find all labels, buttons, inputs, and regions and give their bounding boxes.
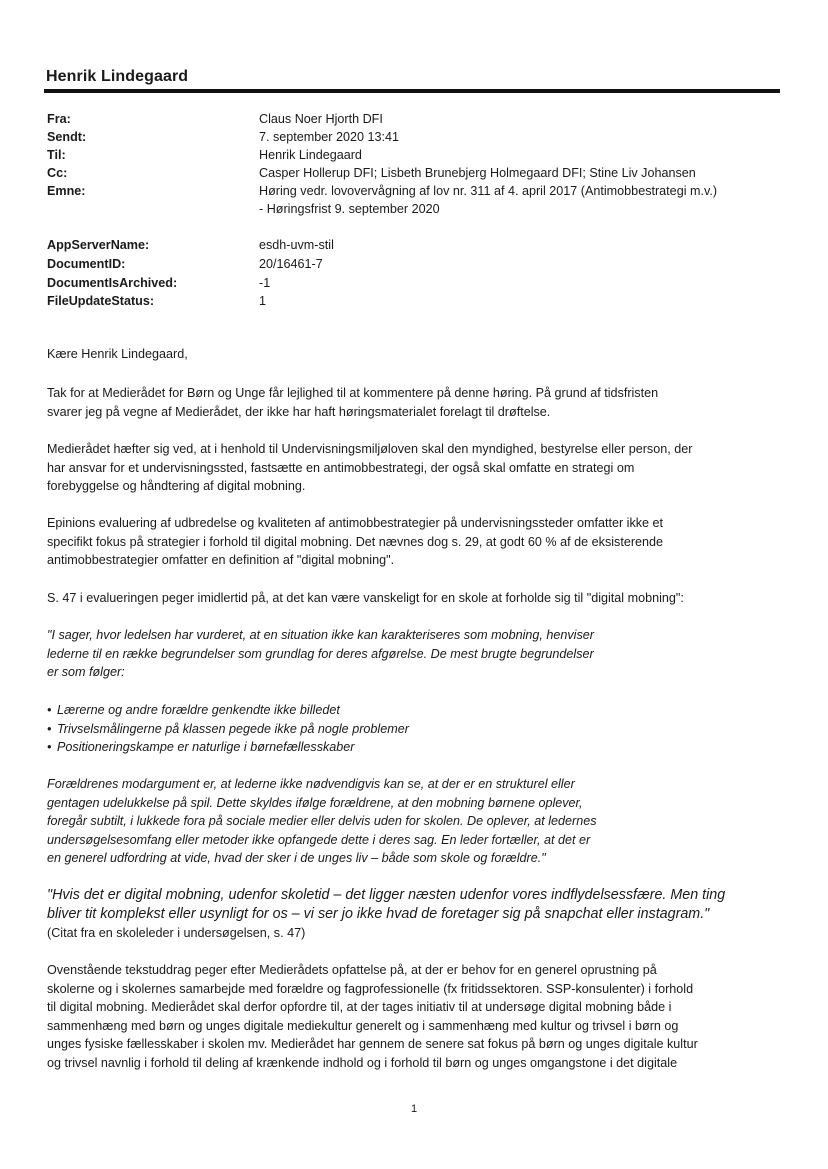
header-value-to: Henrik Lindegaard: [259, 148, 362, 162]
paragraph-line: sammenhæng med børn og unges digitale mediekultur generelt og i sammenhæng med kultur og trivsel i børn og: [47, 1018, 679, 1033]
paragraph-4: S. 47 i evalueringen peger imidlertid på, at det kan være vanskeligt for en skole at forholde sig til "digital mobning":: [47, 591, 684, 605]
paragraph-line: forebyggelse og håndtering af digital mobning.: [47, 479, 306, 493]
bullet-icon: •: [47, 740, 52, 754]
bullet-icon: •: [47, 703, 52, 717]
list-item: • Positioneringskampe er naturlige i børnefællesskaber: [47, 738, 783, 757]
header-label-cc: Cc:: [47, 166, 68, 180]
paragraph-line: har ansvar for et undervisningssted, fastsætte en antimobbestrategi, der også skal omfatte en strategi om: [47, 460, 635, 475]
salutation: Kære Henrik Lindegaard,: [47, 347, 188, 361]
header-value-subject: Høring vedr. lovovervågning af lov nr. 311 af 4. april 2017 (Antimobbestrategi m.v.): [259, 184, 718, 198]
bullet-icon: •: [47, 721, 52, 736]
quote-line: lederne til en række begrundelser som grundlag for deres afgørelse. De mest brugte begrundelser: [47, 646, 594, 661]
meta-value-appserver: esdh-uvm-stil: [259, 238, 334, 252]
paragraph-line: og trivsel navnlig i forhold til deling af krænkende indhold og i forhold til børn og unges omgangstone i det digitale: [47, 1055, 678, 1070]
header-label-from: Fra:: [47, 112, 71, 126]
meta-label-appserver: AppServerName:: [47, 238, 150, 252]
citation: (Citat fra en skoleleder i undersøgelsen, s. 47): [47, 926, 306, 940]
header-label-subject: Emne:: [47, 184, 86, 198]
list-item: • Trivselsmålingerne på klassen pegede ikke på nogle problemer: [47, 720, 783, 739]
meta-label-filestatus: FileUpdateStatus:: [47, 294, 155, 308]
quote-line: foregår subtilt, i lukkede fora på sociale medier eller delvis uden for skolen. De oplever, at ledernes: [47, 814, 597, 828]
quote-line: Forældrenes modargument er, at lederne ikke nødvendigvis kan se, at der er en strukturel eller: [47, 777, 575, 791]
paragraph-line: Medierådet hæfter sig ved, at i henhold til Undervisningsmiljøloven skal den myndighed, bestyrelse eller person, der: [47, 442, 693, 456]
paragraph-5: [47, 961, 783, 1072]
paragraph-1: [47, 384, 783, 421]
meta-label-documentid: DocumentID:: [47, 257, 126, 271]
paragraph-line: skolerne og i skolernes samarbejde med forældre og fagprofessionelle (fx fritidssektoren. SSP-konsulenter) i forhold: [47, 981, 694, 996]
paragraph-2: [47, 440, 783, 496]
meta-label-archived: DocumentIsArchived:: [47, 276, 178, 290]
header-value-sent: 7. september 2020 13:41: [259, 130, 400, 144]
quote-bullet-list: [47, 701, 783, 757]
meta-value-filestatus: 1: [259, 294, 267, 308]
meta-value-documentid: 20/16461-7: [259, 257, 323, 271]
paragraph-line: Ovenstående tekstuddrag peger efter Medierådets opfattelse på, at der er behov for en generel oprustning på: [47, 963, 657, 977]
meta-value-archived: -1: [259, 276, 271, 290]
header-value-subject-line2: - Høringsfrist 9. september 2020: [259, 202, 440, 216]
paragraph-line: specifikt fokus på strategier i forhold til digital mobning. Det nævnes dog s. 29, at godt 60 % af de eksisterende: [47, 534, 664, 549]
paragraph-line: antimobbestrategier omfatter en definition af "digital mobning".: [47, 553, 395, 567]
heading-divider: [44, 89, 780, 93]
quote-line: "Hvis det er digital mobning, udenfor skoletid – det ligger næsten udenfor vores indflydelsessfære. Men ting: [47, 887, 726, 903]
quote-line: en generel udfordring at vide, hvad der sker i de unges liv – både som skole og forældre.": [47, 851, 546, 865]
paragraph-line: unges fysiske fællesskaber i skolen mv. Medierådet har gennem de senere sat fokus på børn og unges digitale kultur: [47, 1037, 698, 1051]
paragraph-line: til digital mobning. Medierådet skal derfor opfordre til, at der tages initiativ til at undersøge digital mobning både i: [47, 1000, 672, 1014]
header-label-sent: Sendt:: [47, 130, 87, 144]
recipient-name-heading: Henrik Lindegaard: [46, 68, 189, 85]
quote-line: undersøgelsesomfang eller metoder ikke opfangede dette i deres sag. En leder fortæller, at det er: [47, 832, 591, 847]
paragraph-line: Epinions evaluering af udbredelse og kvaliteten af antimobbestrategier på undervisningssteder omfatter ikke et: [47, 516, 664, 530]
quote-line: gentagen udelukkelse på spil. Dette skyldes ifølge forældrene, at den mobning børnene oplever,: [47, 795, 583, 810]
header-value-cc: Casper Hollerup DFI; Lisbeth Brunebjerg Holmegaard DFI; Stine Liv Johansen: [259, 166, 696, 180]
quote-line: "I sager, hvor ledelsen har vurderet, at en situation ikke kan karakteriseres som mobning, henviser: [47, 628, 594, 642]
page-number: 1: [410, 1103, 418, 1115]
quote-parents: [47, 775, 783, 868]
paragraph-line: svarer jeg på vegne af Medierådet, der ikke har haft høringsmaterialet forelagt til drøftelse.: [47, 404, 551, 419]
quote-school-leader: [47, 886, 783, 923]
paragraph-line: Tak for at Medierådet for Børn og Unge får lejlighed til at kommentere på denne høring. På grund af tidsfristen: [47, 386, 659, 400]
quote-intro: [47, 626, 783, 682]
quote-line: bliver tit komplekst eller usynligt for os – vi ser jo ikke hvad de foretager sig på snapchat eller instagram.": [47, 905, 710, 922]
quote-line: er som følger:: [47, 665, 125, 679]
header-value-from: Claus Noer Hjorth DFI: [259, 112, 383, 126]
list-item: • Lærerne og andre forældre genkendte ikke billedet: [47, 701, 783, 720]
paragraph-3: [47, 514, 783, 570]
header-label-to: Til:: [47, 148, 66, 162]
